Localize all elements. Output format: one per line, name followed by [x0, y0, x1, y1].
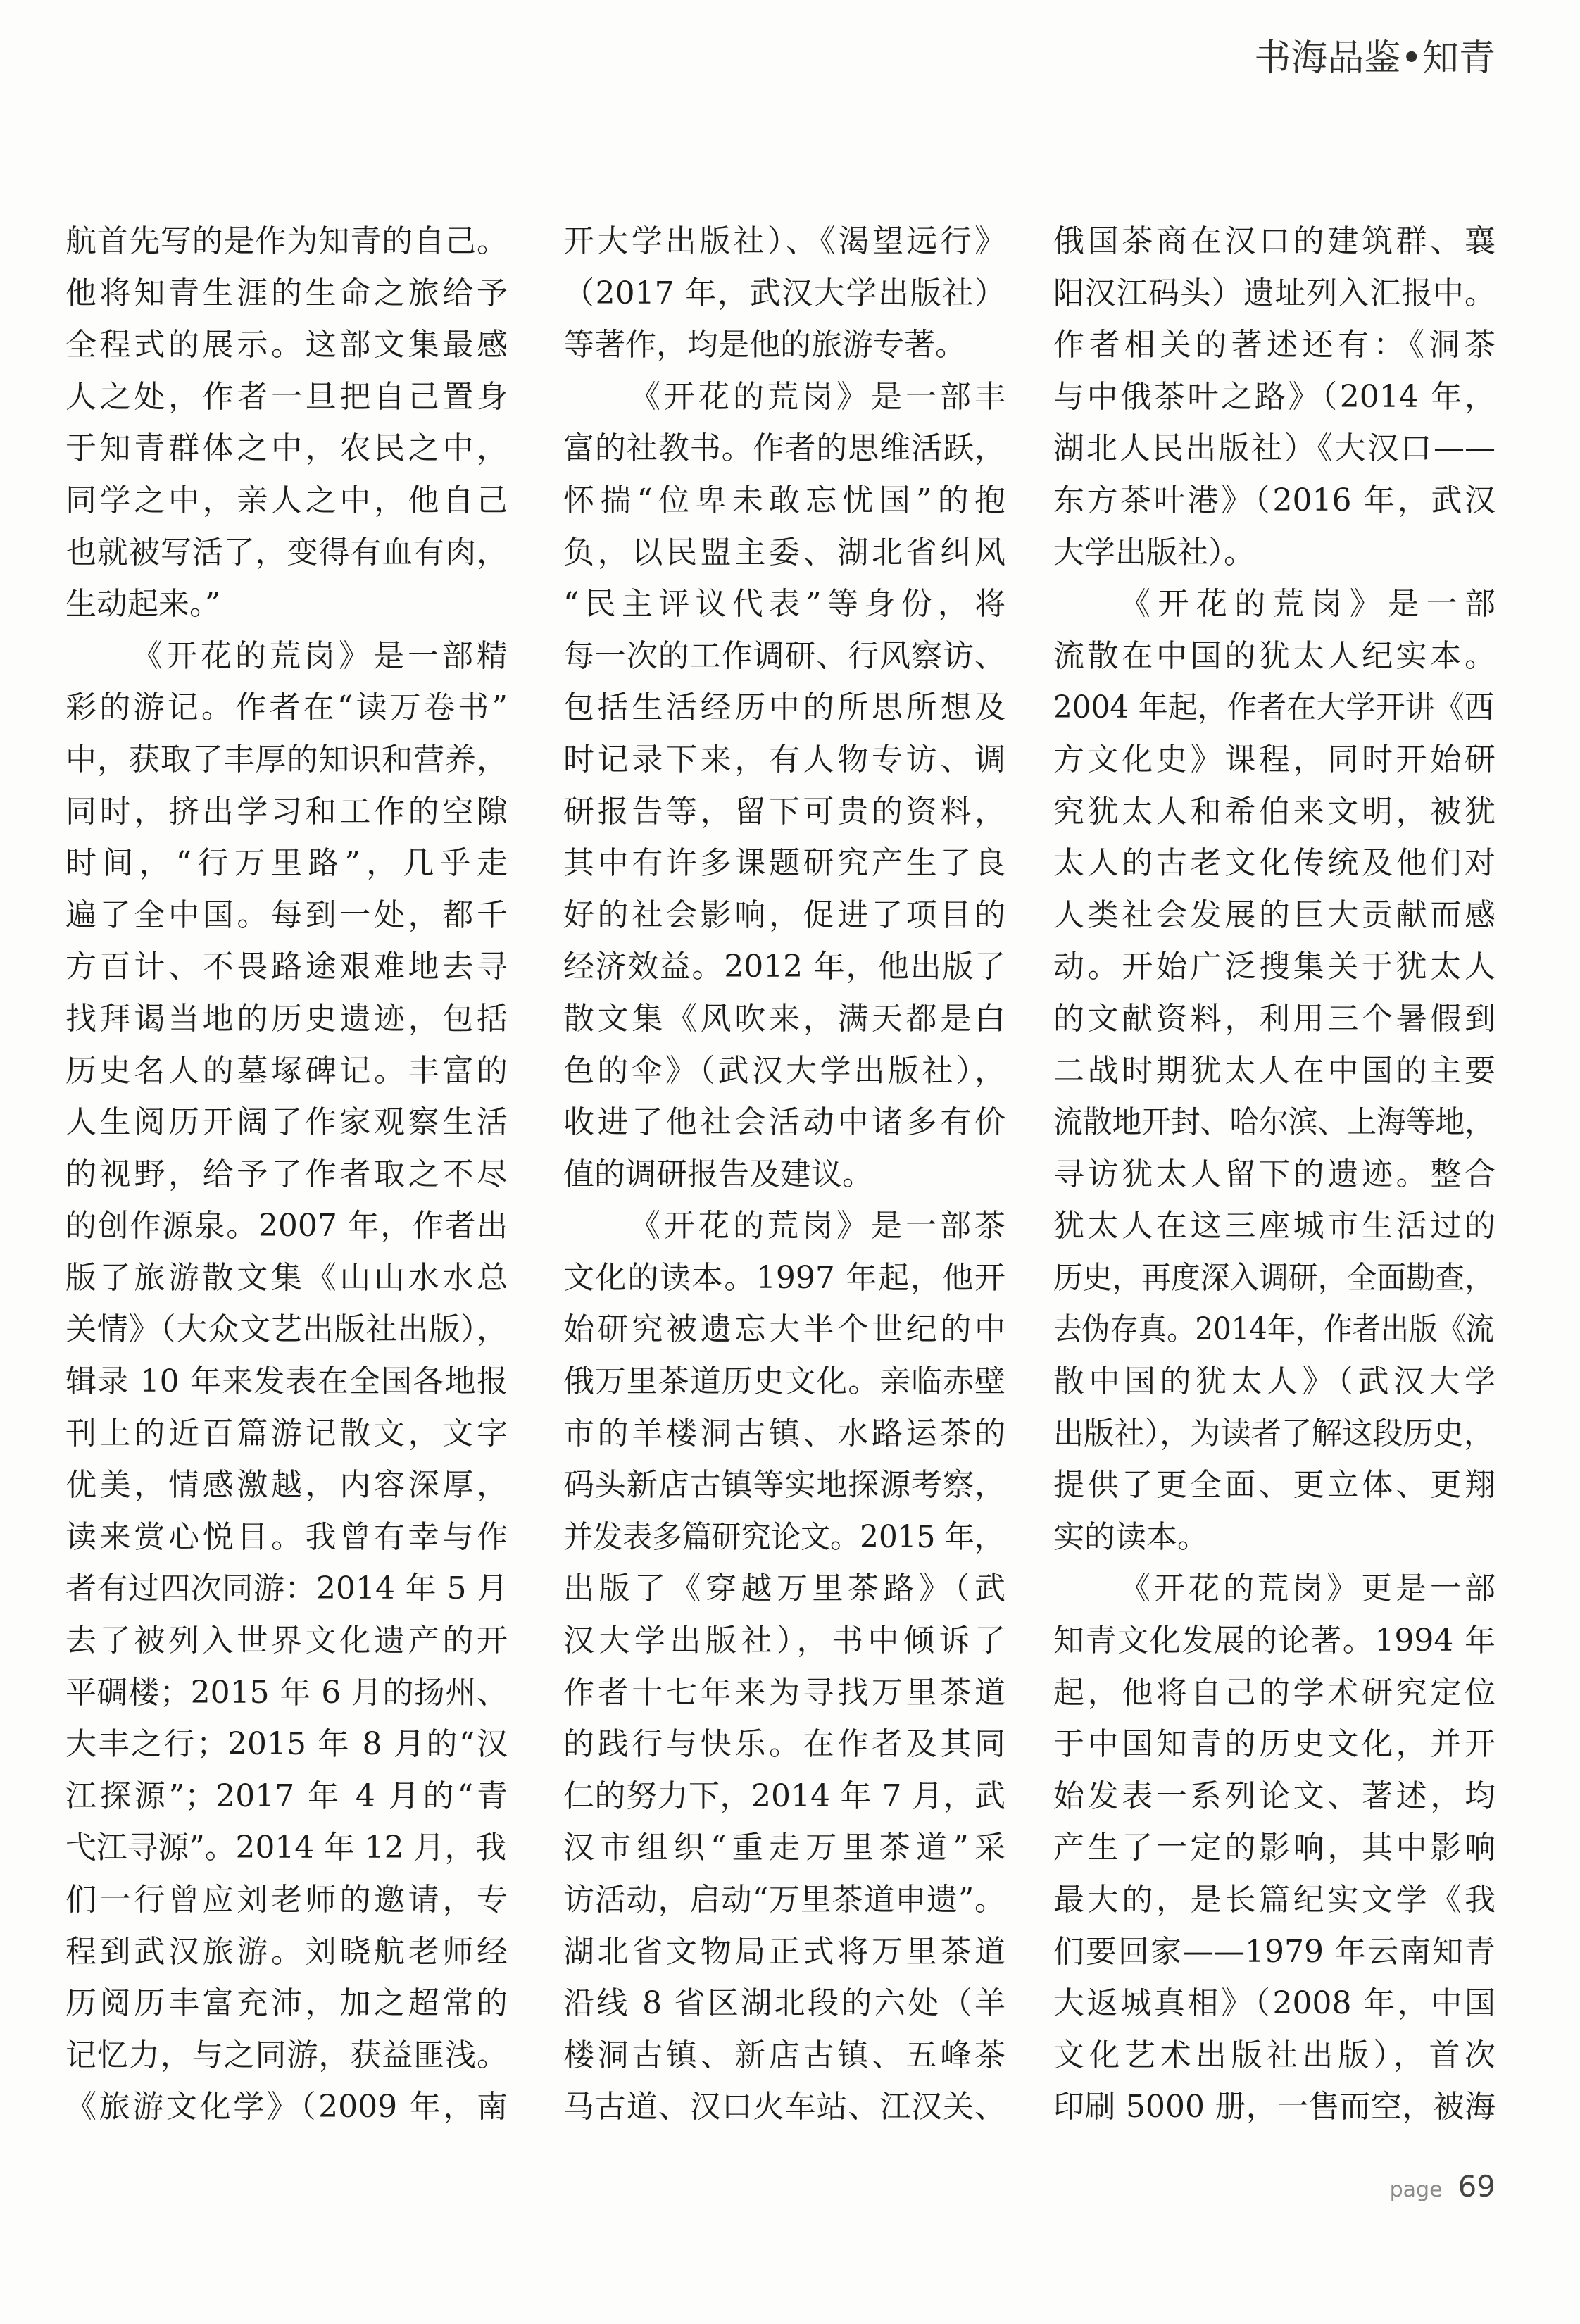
text-line: 方百计、不畏路途艰难地去寻: [65, 949, 508, 985]
text-line: 汉市组织“重走万里茶道”采: [563, 1830, 1005, 1866]
text-line: 色的伞》（武汉大学出版社），: [563, 1052, 1005, 1089]
text-line: 关情》（大众文艺出版社出版），: [65, 1311, 508, 1348]
text-line: 《开花的荒岗》是一部丰: [629, 378, 1005, 415]
text-line-content: 出版社），为读者了解这段历史，: [1053, 1415, 1494, 1451]
text-line: 《开花的荒岗》更是一部: [1120, 1570, 1496, 1607]
text-line: 江探源”；2017 年 4 月的“青: [65, 1778, 508, 1814]
text-line: 流散在中国的犹太人纪实本。: [1053, 637, 1496, 674]
text-line: （2017 年，武汉大学出版社）: [563, 275, 1005, 311]
text-line: 起，他将自己的学术研究定位: [1053, 1674, 1496, 1711]
text-line: 去了被列入世界文化遗产的开: [65, 1623, 508, 1659]
page-number: 69: [1457, 2169, 1496, 2204]
text-line: 沿线 8 省区湖北段的六处（羊: [563, 1985, 1005, 2022]
text-line: 仁的努力下，2014 年 7 月，武: [563, 1778, 1005, 1814]
text-line: 《旅游文化学》（2009 年，南: [65, 2089, 508, 2125]
text-line: 版了旅游散文集《山山水水总: [65, 1259, 508, 1296]
text-line: 究犹太人和希伯来文明，被犹: [1053, 793, 1496, 830]
text-line: 始发表一系列论文、著述，均: [1053, 1778, 1496, 1814]
text-line: 中，获取了丰厚的知识和营养，: [65, 741, 508, 777]
text-line: 寻访犹太人留下的遗迹。整合: [1053, 1156, 1496, 1192]
text-line: 等著作，均是他的旅游专著。: [563, 327, 966, 363]
text-line: [563, 1511, 1005, 1563]
page-footer: [1390, 2169, 1496, 2204]
text-line: 遍了全中国。每到一处，都千: [65, 897, 508, 933]
text-line: 的践行与快乐。在作者及其同: [563, 1726, 1005, 1763]
text-line: 方文化史》课程，同时开始研: [1053, 741, 1496, 777]
text-line: 平碉楼；2015 年 6 月的扬州、: [65, 1674, 508, 1711]
text-line: 访活动，启动“万里茶道申遗”。: [563, 1882, 1005, 1918]
paragraph: [1053, 1563, 1496, 2133]
text-line: [1053, 1097, 1496, 1149]
text-line: 《开花的荒岗》是一部: [1120, 586, 1496, 623]
text-line: 人类社会发展的巨大贡献而感: [1053, 897, 1496, 933]
text-line: 读来赏心悦目。我曾有幸与作: [65, 1518, 508, 1555]
text-line: 收进了他社会活动中诸多有价: [563, 1104, 1005, 1141]
text-line: 《开花的荒岗》是一部茶: [629, 1208, 1005, 1244]
text-line: 市的羊楼洞古镇、水路运茶的: [563, 1415, 1005, 1451]
text-line: 俄万里茶道历史文化。亲临赤壁: [563, 1363, 1005, 1400]
text-line: 每一次的工作调研、行风察访、: [563, 637, 1005, 674]
text-line: 辑录 10 年来发表在全国各地报: [65, 1363, 508, 1400]
text-line: 全程式的展示。这部文集最感: [65, 327, 508, 363]
paragraph: [563, 215, 1005, 371]
text-line: 人之处，作者一旦把自己置身: [65, 378, 508, 415]
text-line: [65, 1822, 508, 1874]
text-line: 者有过四次同游：2014 年 5 月: [65, 1570, 508, 1607]
text-line: 阳汉江码头）遗址列入汇报中。: [1053, 275, 1496, 311]
paragraph: [563, 371, 1005, 1201]
text-line: 找拜谒当地的历史遗迹，包括: [65, 1000, 508, 1037]
text-line: 其中有许多课题研究产生了良: [563, 845, 1005, 882]
text-line: 优美，情感激越，内容深厚，: [65, 1467, 508, 1504]
text-line: 历史名人的墓塚碑记。丰富的: [65, 1052, 508, 1089]
text-line: 作者相关的著述还有：《洞茶: [1053, 327, 1496, 363]
text-line: 知青文化发展的论著。1994 年: [1053, 1623, 1496, 1659]
text-line: [1053, 1252, 1496, 1304]
page-label: page: [1389, 2178, 1443, 2202]
text-column-3: [1053, 215, 1496, 2133]
text-line: 历阅历丰富充沛，加之超常的: [65, 1985, 508, 2022]
text-line: 富的社教书。作者的思维活跃，: [563, 430, 1005, 467]
text-line: 开大学出版社）、《渴望远行》: [563, 223, 1005, 259]
text-line: 的视野，给予了作者取之不尽: [65, 1156, 508, 1192]
text-line: 与中俄茶叶之路》（2014 年，: [1053, 378, 1496, 415]
text-column-1: [65, 215, 508, 2133]
text-column-2: [563, 215, 1005, 2133]
text-line: 太人的古老文化传统及他们对: [1053, 845, 1496, 882]
text-line: 大返城真相》（2008 年，中国: [1053, 1985, 1496, 2022]
text-line: 生动起来。”: [65, 586, 221, 623]
text-line-content: 去伪存真。2014年，作者出版《流: [1053, 1311, 1494, 1348]
text-line: 犹太人在这三座城市生活过的: [1053, 1208, 1496, 1244]
text-line: 实的读本。: [1053, 1518, 1208, 1555]
text-line: 包括生活经历中的所思所想及: [563, 689, 1005, 726]
section-title: 书海品鉴•知青: [1254, 37, 1496, 80]
text-line: 散文集《风吹来，满天都是白: [563, 1000, 1005, 1037]
text-line: 出版了《穿越万里茶路》（武: [563, 1570, 1005, 1607]
text-line-content: 2004 年起，作者在大学开讲《西: [1053, 689, 1494, 726]
text-line: 码头新店古镇等实地探源考察，: [563, 1467, 1005, 1504]
text-line: 散中国的犹太人》（武汉大学: [1053, 1363, 1496, 1400]
text-line: 汉大学出版社），书中倾诉了: [563, 1623, 1005, 1659]
paragraph: [65, 215, 508, 630]
text-line: 怀揣“位卑未敢忘忧国”的抱: [563, 482, 1005, 518]
paragraph: [563, 1200, 1005, 2133]
text-line: 的创作源泉。2007 年，作者出: [65, 1208, 508, 1244]
text-line: 楼洞古镇、新店古镇、五峰茶: [563, 2037, 1005, 2073]
text-line: 也就被写活了，变得有血有肉，: [65, 534, 508, 570]
text-line: 人生阅历开阔了作家观察生活: [65, 1104, 508, 1141]
text-line: [1053, 1408, 1496, 1460]
paragraph: [1053, 215, 1496, 578]
text-line: 最大的，是长篇纪实文学《我: [1053, 1882, 1496, 1918]
paragraph: [1053, 578, 1496, 1563]
text-line: 大丰之行；2015 年 8 月的“汉: [65, 1726, 508, 1763]
text-line: 提供了更全面、更立体、更翔: [1053, 1467, 1496, 1504]
text-line: [1053, 682, 1496, 734]
text-line-content: 弋江寻源”。2014 年 12 月，我: [65, 1830, 506, 1866]
text-line: 负，以民盟主委、湖北省纠风: [563, 534, 1005, 570]
text-line: 文化的读本。1997 年起，他开: [563, 1259, 1005, 1296]
text-line: 产生了一定的影响，其中影响: [1053, 1830, 1496, 1866]
text-line: [1053, 1304, 1496, 1356]
text-line: 们一行曾应刘老师的邀请，专: [65, 1882, 508, 1918]
text-line: 俄国茶商在汉口的建筑群、襄: [1053, 223, 1496, 259]
text-line: 始研究被遗忘大半个世纪的中: [563, 1311, 1005, 1348]
text-line: 好的社会影响，促进了项目的: [563, 897, 1005, 933]
text-line-content: 并发表多篇研究论文。2015 年，: [563, 1518, 1004, 1555]
text-line: 记忆力，与之同游，获益匪浅。: [65, 2037, 508, 2073]
text-line: 作者十七年来为寻找万里茶道: [563, 1674, 1005, 1711]
text-line: 于中国知青的历史文化，并开: [1053, 1726, 1496, 1763]
text-line-content: 流散地开封、哈尔滨、上海等地，: [1053, 1104, 1494, 1141]
text-line: 的文献资料，利用三个暑假到: [1053, 1000, 1496, 1037]
text-line: 们要回家——1979 年云南知青: [1053, 1933, 1496, 1970]
text-line: 湖北人民出版社）《大汉口——: [1053, 430, 1496, 467]
paragraph: [65, 630, 508, 2133]
text-line: 他将知青生涯的生命之旅给予: [65, 275, 508, 311]
text-line: 二战时期犹太人在中国的主要: [1053, 1052, 1496, 1089]
text-line: 动。开始广泛搜集关于犹太人: [1053, 949, 1496, 985]
text-line: 大学出版社）。: [1053, 534, 1255, 570]
text-line: 马古道、汉口火车站、江汉关、: [563, 2089, 1005, 2125]
text-line: 印刷 5000 册，一售而空，被海: [1053, 2089, 1496, 2125]
text-line: 文化艺术出版社出版），首次: [1053, 2037, 1496, 2073]
text-line: 同时，挤出学习和工作的空隙: [65, 793, 508, 830]
text-line: 《开花的荒岗》是一部精: [132, 637, 508, 674]
text-line: 刊上的近百篇游记散文，文字: [65, 1415, 508, 1451]
text-line: 航首先写的是作为知青的自己。: [65, 223, 508, 259]
text-line: 时间，“行万里路”，几乎走: [65, 845, 508, 882]
text-line: 同学之中，亲人之中，他自己: [65, 482, 508, 518]
text-line: 经济效益。2012 年，他出版了: [563, 949, 1005, 985]
text-line: “民主评议代表”等身份，将: [563, 586, 1005, 623]
text-line-content: 历史，再度深入调研，全面勘查，: [1053, 1259, 1494, 1296]
text-line: 时记录下来，有人物专访、调: [563, 741, 1005, 777]
text-line: 彩的游记。作者在“读万卷书”: [65, 689, 508, 726]
text-line: 湖北省文物局正式将万里茶道: [563, 1933, 1005, 1970]
text-line: 研报告等，留下可贵的资料，: [563, 793, 1005, 830]
text-line: 东方茶叶港》（2016 年，武汉: [1053, 482, 1496, 518]
text-line: 程到武汉旅游。刘晓航老师经: [65, 1933, 508, 1970]
text-line: 值的调研报告及建议。: [563, 1156, 873, 1192]
text-line: 于知青群体之中，农民之中，: [65, 430, 508, 467]
